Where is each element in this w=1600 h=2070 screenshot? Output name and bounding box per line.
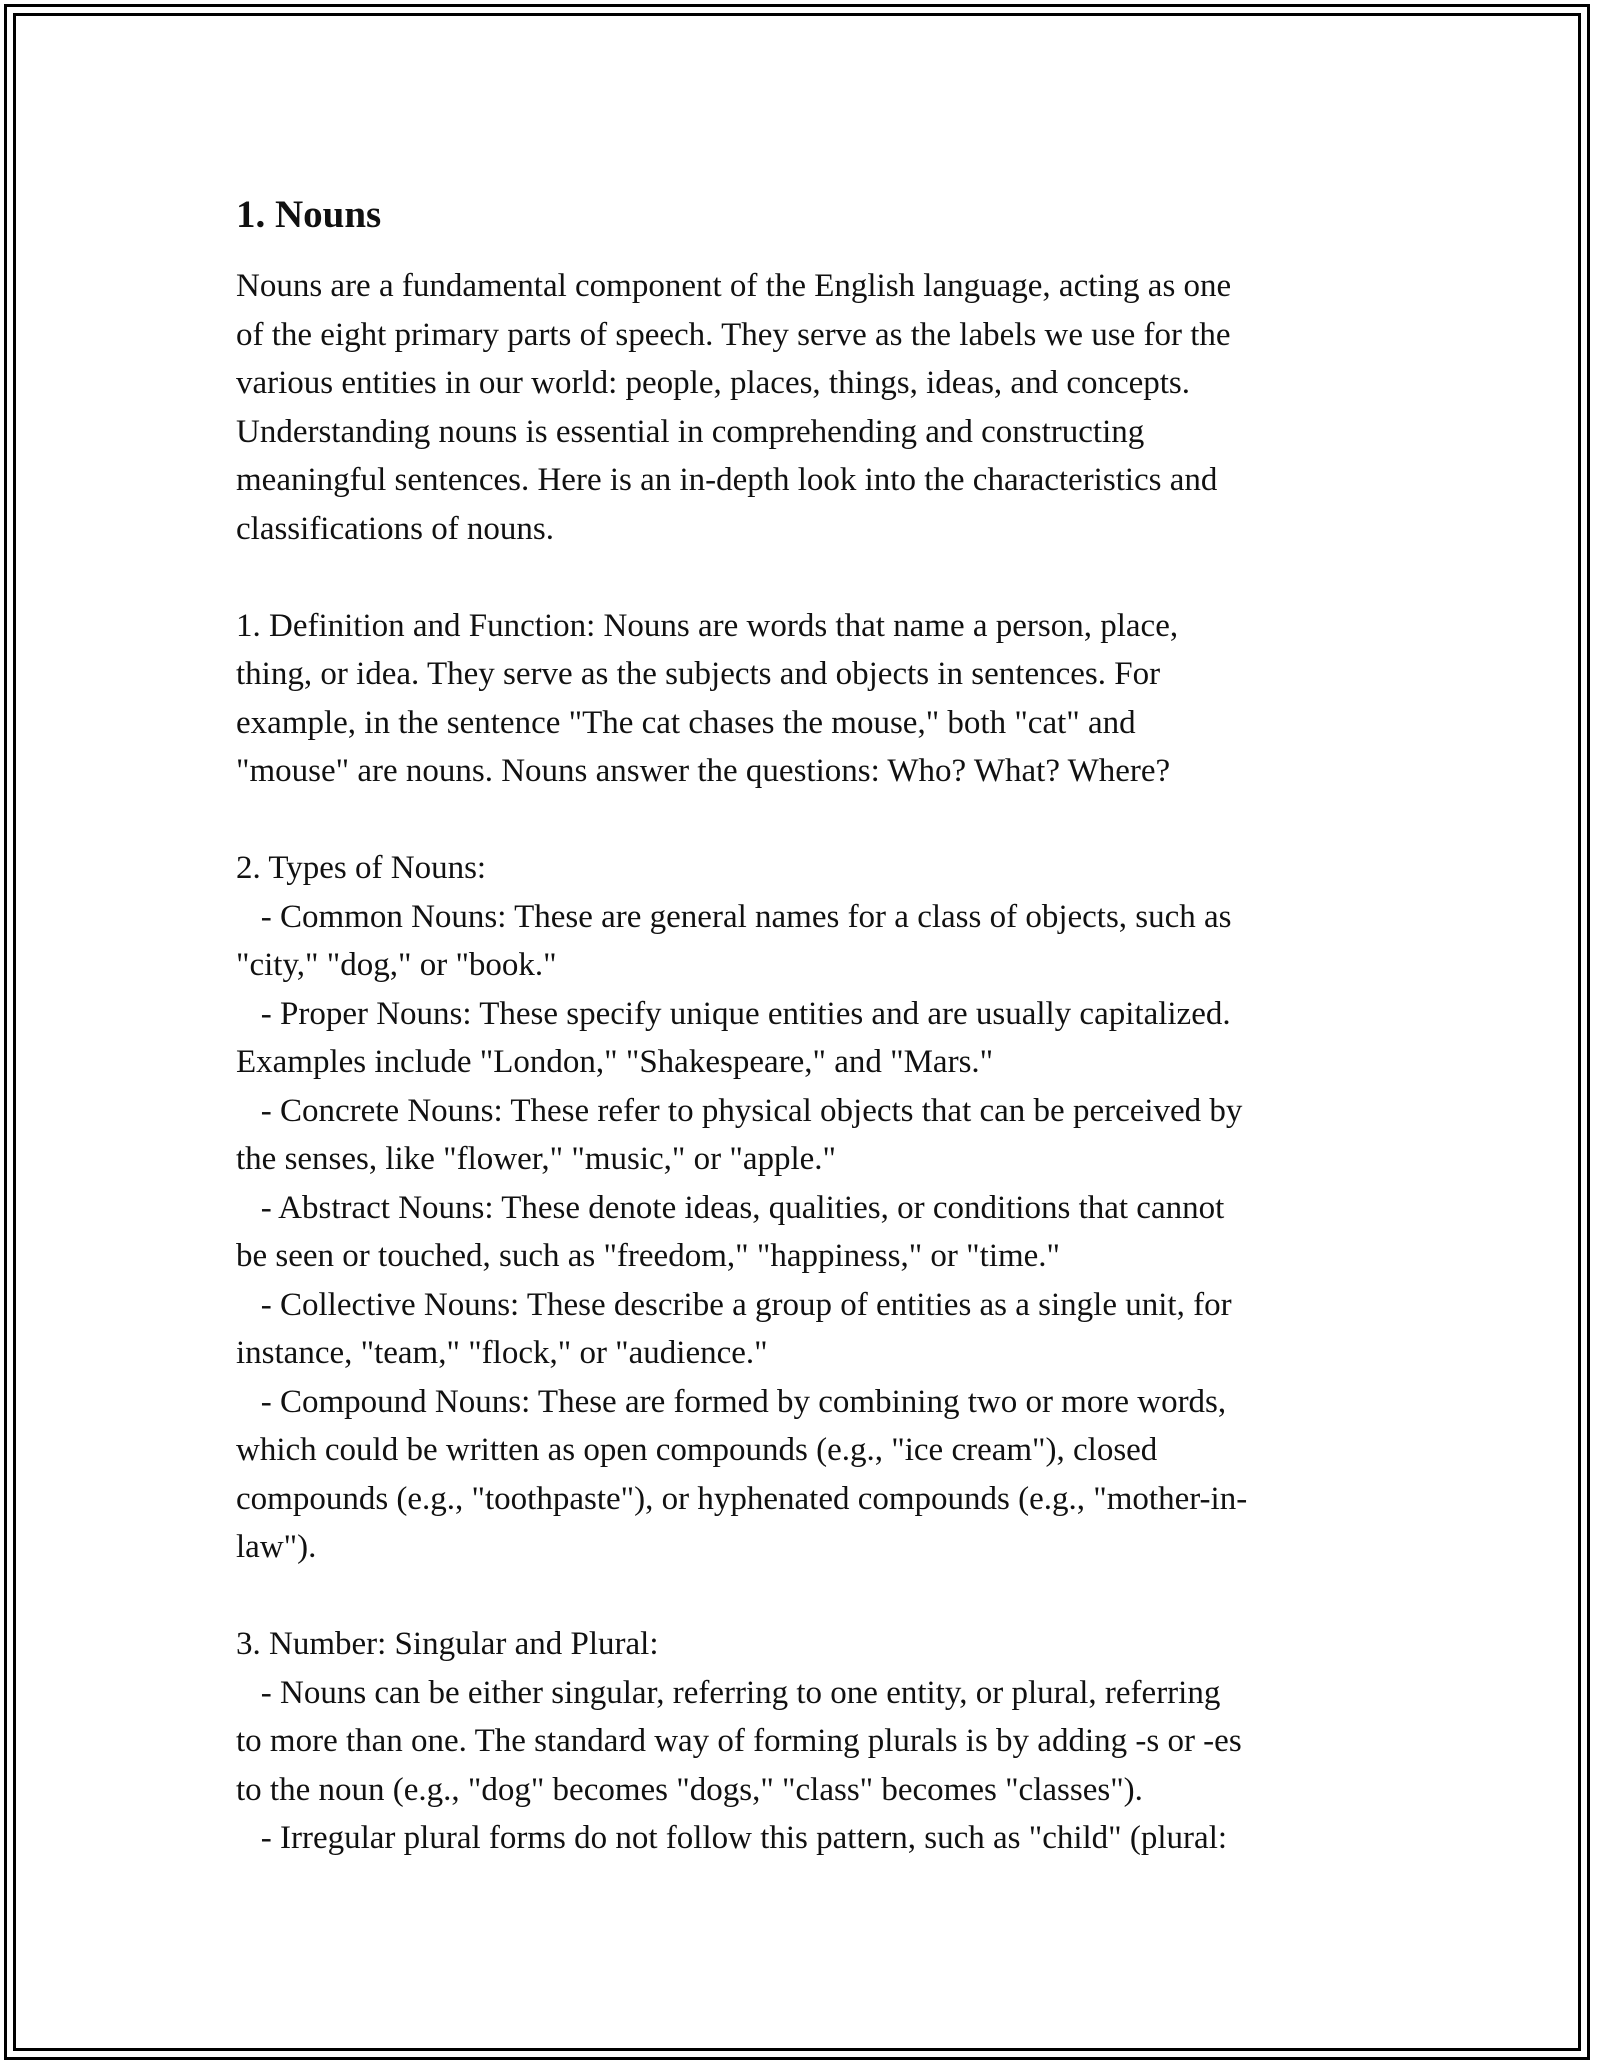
paragraph-number: 3. Number: Singular and Plural: - Nouns can be either singular, referring to one entity, or plural, referring to more than one. The standard way of forming plurals is by adding -s or -es to the noun (e.g., "dog" becomes "dogs," "class" becomes "classes"). - Irregular plural forms do not follow this pattern, such as "child" (plural:: [236, 1626, 1242, 1856]
paragraph-types: 2. Types of Nouns: - Common Nouns: These are general names for a class of objects, such as "city," "dog," or "book." - Proper Nouns: These specify unique entities and are usually capitalized. Examples include "London," "Shakespeare," and "Mars." - Concrete Nouns: These refer to physical objects that can be perceived by the senses, like "flower," "music," or "apple." - Abstract Nouns: These denote ideas, qualities, or conditions that cannot be seen or touched, such as "freedom," "happiness," or "time." - Collective Nouns: These describe a group of entities as a single unit, for instance, "team," "flock," or "audience." - Compound Nouns: These are formed by combining two or more words, which could be written as open compounds (e.g., "ice cream"), closed compounds (e.g., "toothpaste"), or hyphenated compounds (e.g., "mother-in- law").: [236, 850, 1248, 1565]
paragraph-intro: Nouns are a fundamental component of the English language, acting as one of the eight primary parts of speech. They serve as the labels we use for the various entities in our world: people, places, things, ideas, and concepts. Understanding nouns is essential in comprehending and constructing meaningful sentences. Here is an in-depth look into the characteristics and classifications of nouns.: [236, 268, 1232, 547]
section-heading: 1. Nouns: [236, 193, 382, 236]
paragraph-definition: 1. Definition and Function: Nouns are words that name a person, place, thing, or idea. They serve as the subjects and objects in sentences. For example, in the sentence "The cat chases the mouse," both "cat" and "mouse" are nouns. Nouns answer the questions: Who? What? Where?: [236, 607, 1179, 789]
section-text: [236, 262, 1376, 1863]
document-body: [236, 188, 1376, 1863]
